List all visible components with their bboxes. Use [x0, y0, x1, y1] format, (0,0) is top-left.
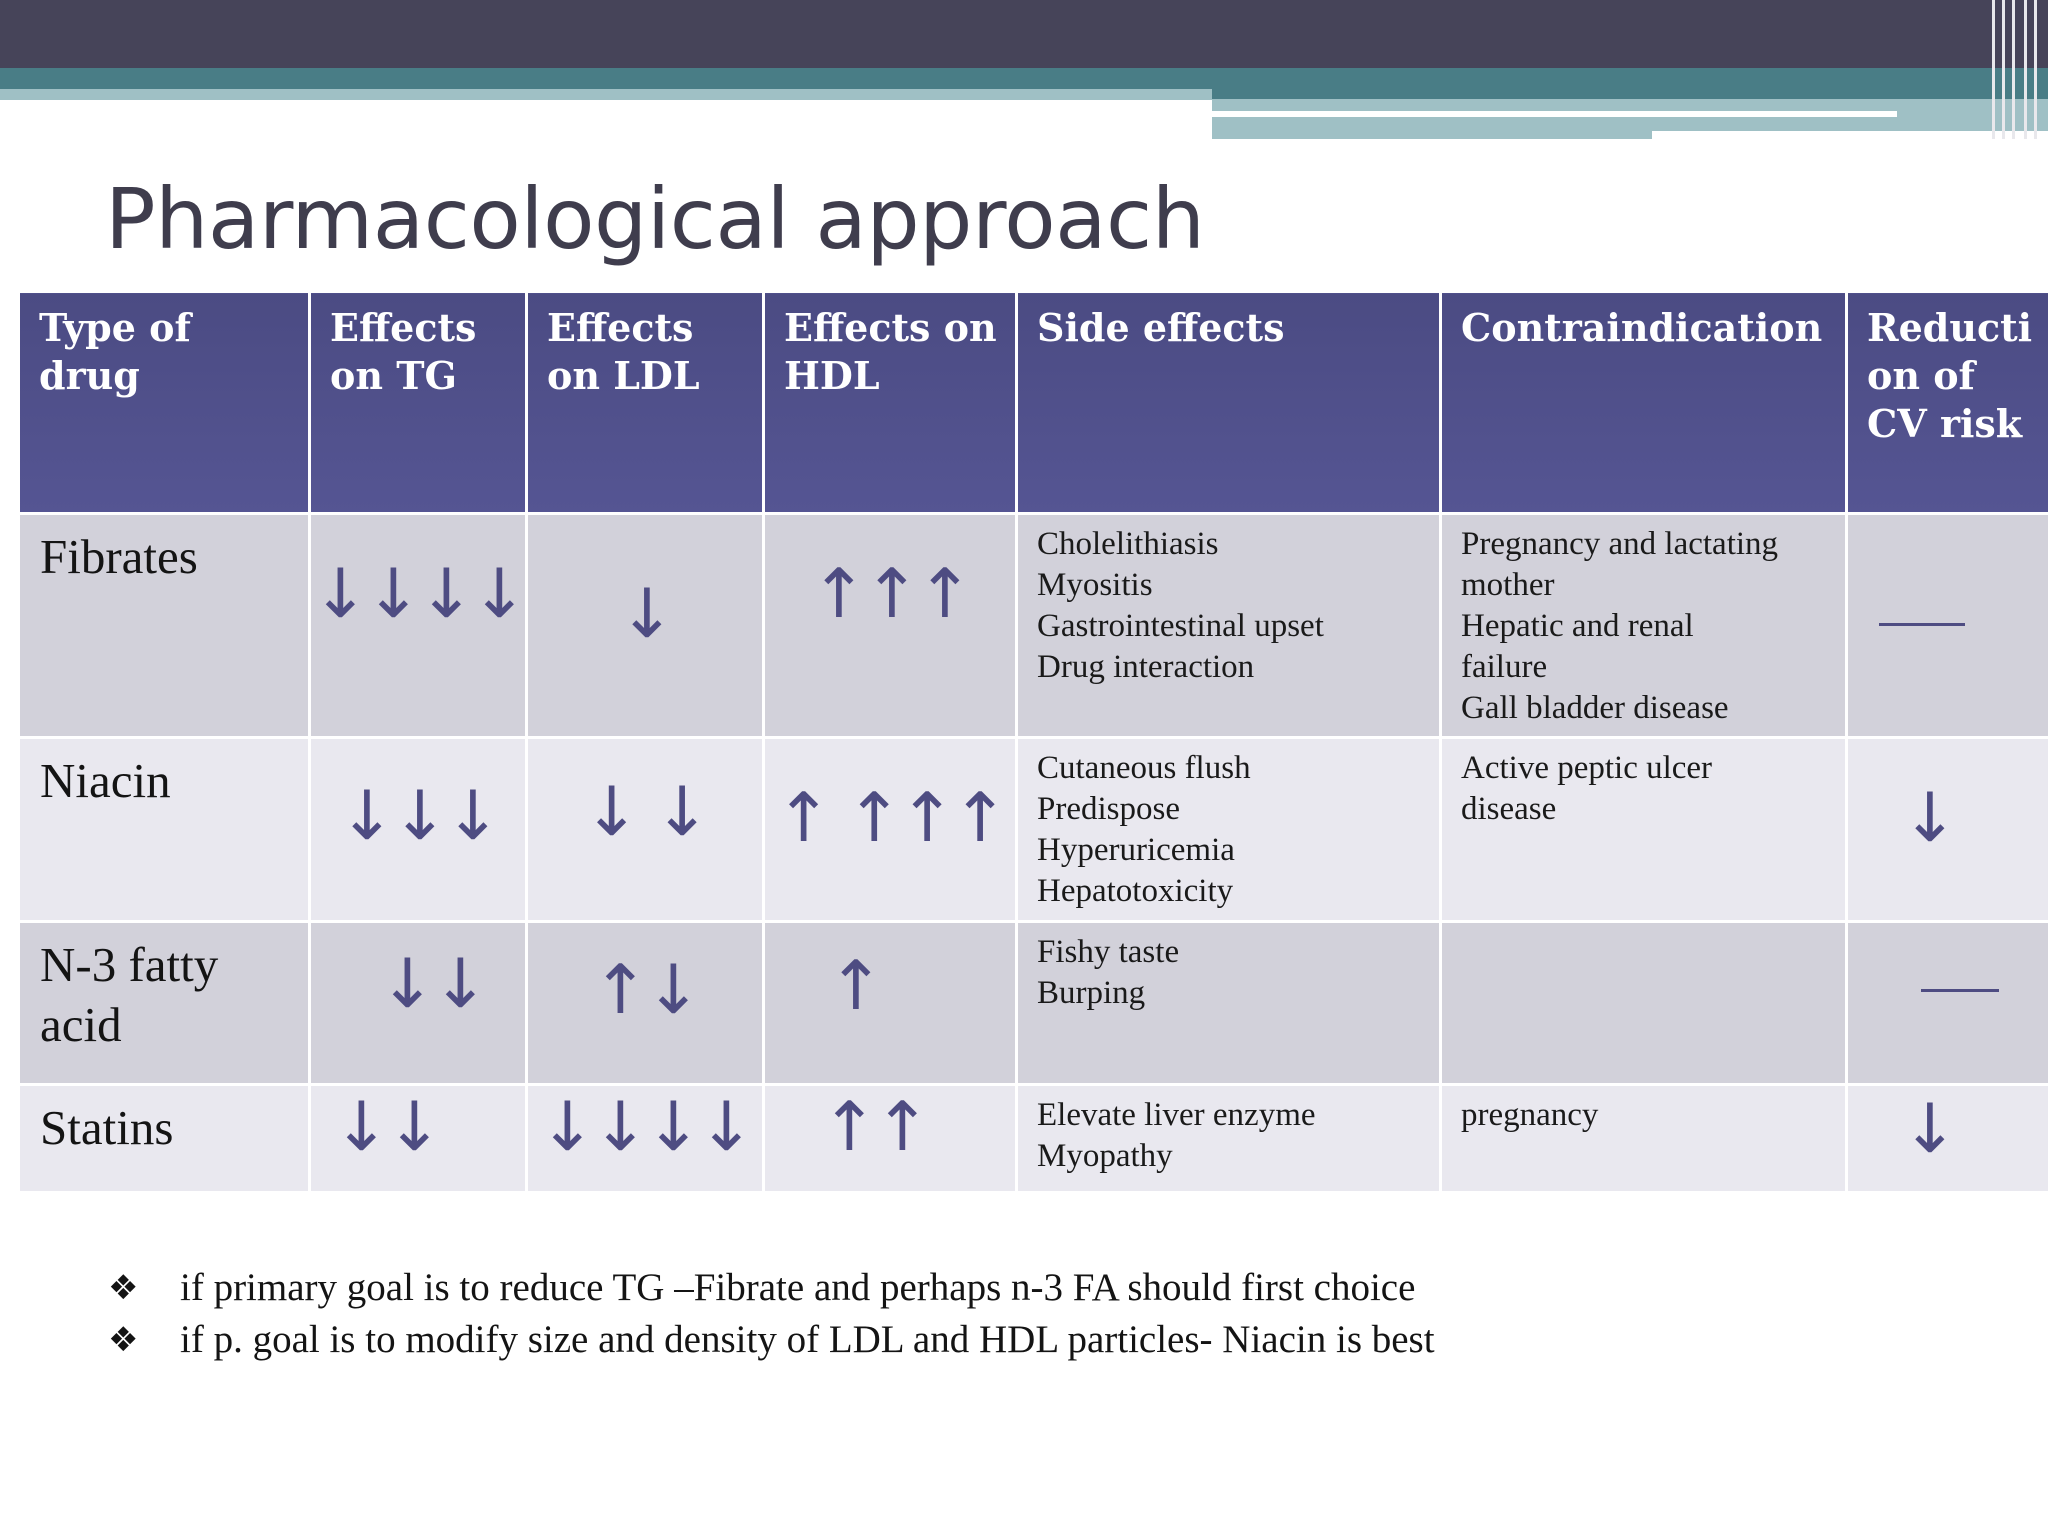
- drug-cell: [19, 1085, 310, 1193]
- side-effect-item: Hyperuricemia: [1037, 832, 1235, 868]
- side-effects-cell: [1017, 922, 1441, 1085]
- contraindication-cell: [1441, 738, 1847, 922]
- table-row-statins: [19, 1085, 2048, 1193]
- drug-name: N-3 fatty acid: [40, 937, 219, 1052]
- header-cv-risk-reduction: Reducti on of CV risk: [1847, 292, 2048, 514]
- cv-risk-cell: [1847, 514, 2048, 738]
- contraindication-item: Pregnancy and lactating: [1461, 526, 1779, 562]
- side-effect-item: Myopathy: [1037, 1138, 1173, 1174]
- side-effect-item: Cholelithiasis: [1037, 526, 1219, 562]
- header-side-effects: Side effects: [1017, 292, 1441, 514]
- hdl-effect-arrows: ↑↑: [821, 1088, 927, 1167]
- header-effects-on-ldl: Effects on LDL: [527, 292, 764, 514]
- notes-list: [108, 1262, 1435, 1366]
- top-banner-teal: [0, 68, 2048, 89]
- hdl-effect-arrows: ↑ ↑↑↑: [775, 779, 1005, 858]
- tg-effect-cell: [310, 514, 527, 738]
- side-effect-item: Fishy taste: [1037, 934, 1180, 970]
- ldl-effect-arrows: ↑↓: [592, 951, 698, 1030]
- tg-effect-arrows: ↓↓↓: [338, 777, 498, 856]
- ldl-effect-cell: [527, 514, 764, 738]
- side-effect-item: Myositis: [1037, 567, 1153, 603]
- header-contraindication: Contraindication: [1441, 292, 1847, 514]
- drug-name: Niacin: [40, 753, 171, 808]
- tg-effect-cell: [310, 738, 527, 922]
- cv-risk-cell: [1847, 922, 2048, 1085]
- contraindication-item: Active peptic ulcer: [1461, 750, 1713, 786]
- side-effect-item: Drug interaction: [1037, 649, 1255, 685]
- tg-effect-arrows: ↓↓↓↓: [312, 555, 524, 634]
- contraindication-item: failure: [1461, 649, 1548, 685]
- hdl-effect-cell: [764, 1085, 1017, 1193]
- side-effects-cell: [1017, 738, 1441, 922]
- table-row-niacin: [19, 738, 2048, 922]
- top-banner-line: [1652, 131, 2048, 139]
- contraindication-cell: [1441, 1085, 1847, 1193]
- header-effects-on-hdl: Effects on HDL: [764, 292, 1017, 514]
- contraindication-cell: [1441, 514, 1847, 738]
- side-effect-item: Burping: [1037, 975, 1146, 1011]
- cv-risk-cell: [1847, 738, 2048, 922]
- drug-name: Fibrates: [40, 529, 198, 584]
- banner-stripe: [2024, 0, 2027, 139]
- ldl-effect-arrows: ↓↓↓↓: [539, 1088, 751, 1167]
- tg-effect-arrows: ↓↓: [333, 1088, 439, 1167]
- side-effect-item: Predispose: [1037, 791, 1180, 827]
- contraindication-item: Hepatic and renal: [1461, 608, 1694, 644]
- contraindication-item: mother: [1461, 567, 1555, 603]
- header-effects-on-tg: Effects on TG: [310, 292, 527, 514]
- banner-stripe: [2012, 0, 2015, 139]
- top-banner-teal-right: [1212, 89, 2048, 99]
- ldl-effect-cell: [527, 738, 764, 922]
- top-banner-line: [1212, 111, 1897, 117]
- drug-comparison-table: [17, 290, 2048, 1194]
- page-title: Pharmacological approach: [105, 170, 1205, 268]
- note-item: [108, 1262, 1435, 1314]
- top-banner-dark: [0, 0, 2048, 68]
- contraindication-cell: [1441, 922, 1847, 1085]
- hdl-effect-arrows: ↑↑↑: [810, 555, 970, 634]
- note-item: [108, 1314, 1435, 1366]
- cv-risk-arrow: ↓: [1901, 779, 1955, 858]
- contraindication-item: Gall bladder disease: [1461, 690, 1729, 726]
- ldl-effect-arrows: ↓ ↓: [583, 773, 707, 852]
- cv-risk-no-effect-dash: [1879, 623, 1965, 626]
- note-text: if primary goal is to reduce TG –Fibrate and perhaps n-3 FA should first choice: [180, 1266, 1416, 1309]
- tg-effect-arrows: ↓↓: [379, 945, 485, 1024]
- side-effect-item: Hepatotoxicity: [1037, 873, 1234, 909]
- header-type-of-drug: Type of drug: [19, 292, 310, 514]
- tg-effect-cell: [310, 1085, 527, 1193]
- four-diamond-bullet-icon: ❖: [108, 1268, 139, 1308]
- cv-risk-cell: [1847, 1085, 2048, 1193]
- banner-stripe: [1992, 0, 1995, 139]
- side-effect-item: Elevate liver enzyme: [1037, 1097, 1316, 1133]
- table-header-row: [19, 292, 2048, 514]
- side-effect-item: Gastrointestinal upset: [1037, 608, 1324, 644]
- banner-stripe: [2034, 0, 2037, 139]
- cv-risk-no-effect-dash: [1921, 989, 1999, 992]
- ldl-effect-cell: [527, 922, 764, 1085]
- side-effects-cell: [1017, 1085, 1441, 1193]
- contraindication-item: disease: [1461, 791, 1557, 827]
- drug-cell: [19, 922, 310, 1085]
- ldl-effect-cell: [527, 1085, 764, 1193]
- tg-effect-cell: [310, 922, 527, 1085]
- side-effect-item: Cutaneous flush: [1037, 750, 1251, 786]
- note-text: if p. goal is to modify size and density of LDL and HDL particles- Niacin is best: [180, 1318, 1435, 1361]
- table-row-fibrates: [19, 514, 2048, 738]
- banner-stripe: [2002, 0, 2005, 139]
- drug-cell: [19, 514, 310, 738]
- side-effects-cell: [1017, 514, 1441, 738]
- hdl-effect-cell: [764, 738, 1017, 922]
- cv-risk-arrow: ↓: [1901, 1090, 1955, 1169]
- drug-name: Statins: [40, 1100, 174, 1155]
- ldl-effect-arrows: ↓: [618, 575, 672, 654]
- drug-cell: [19, 738, 310, 922]
- four-diamond-bullet-icon: ❖: [108, 1320, 139, 1360]
- hdl-effect-cell: [764, 922, 1017, 1085]
- table-row-n3-fatty-acid: [19, 922, 2048, 1085]
- hdl-effect-cell: [764, 514, 1017, 738]
- hdl-effect-arrows: ↑: [827, 947, 881, 1026]
- top-banner-light-left: [0, 89, 1212, 100]
- contraindication-item: pregnancy: [1461, 1097, 1599, 1133]
